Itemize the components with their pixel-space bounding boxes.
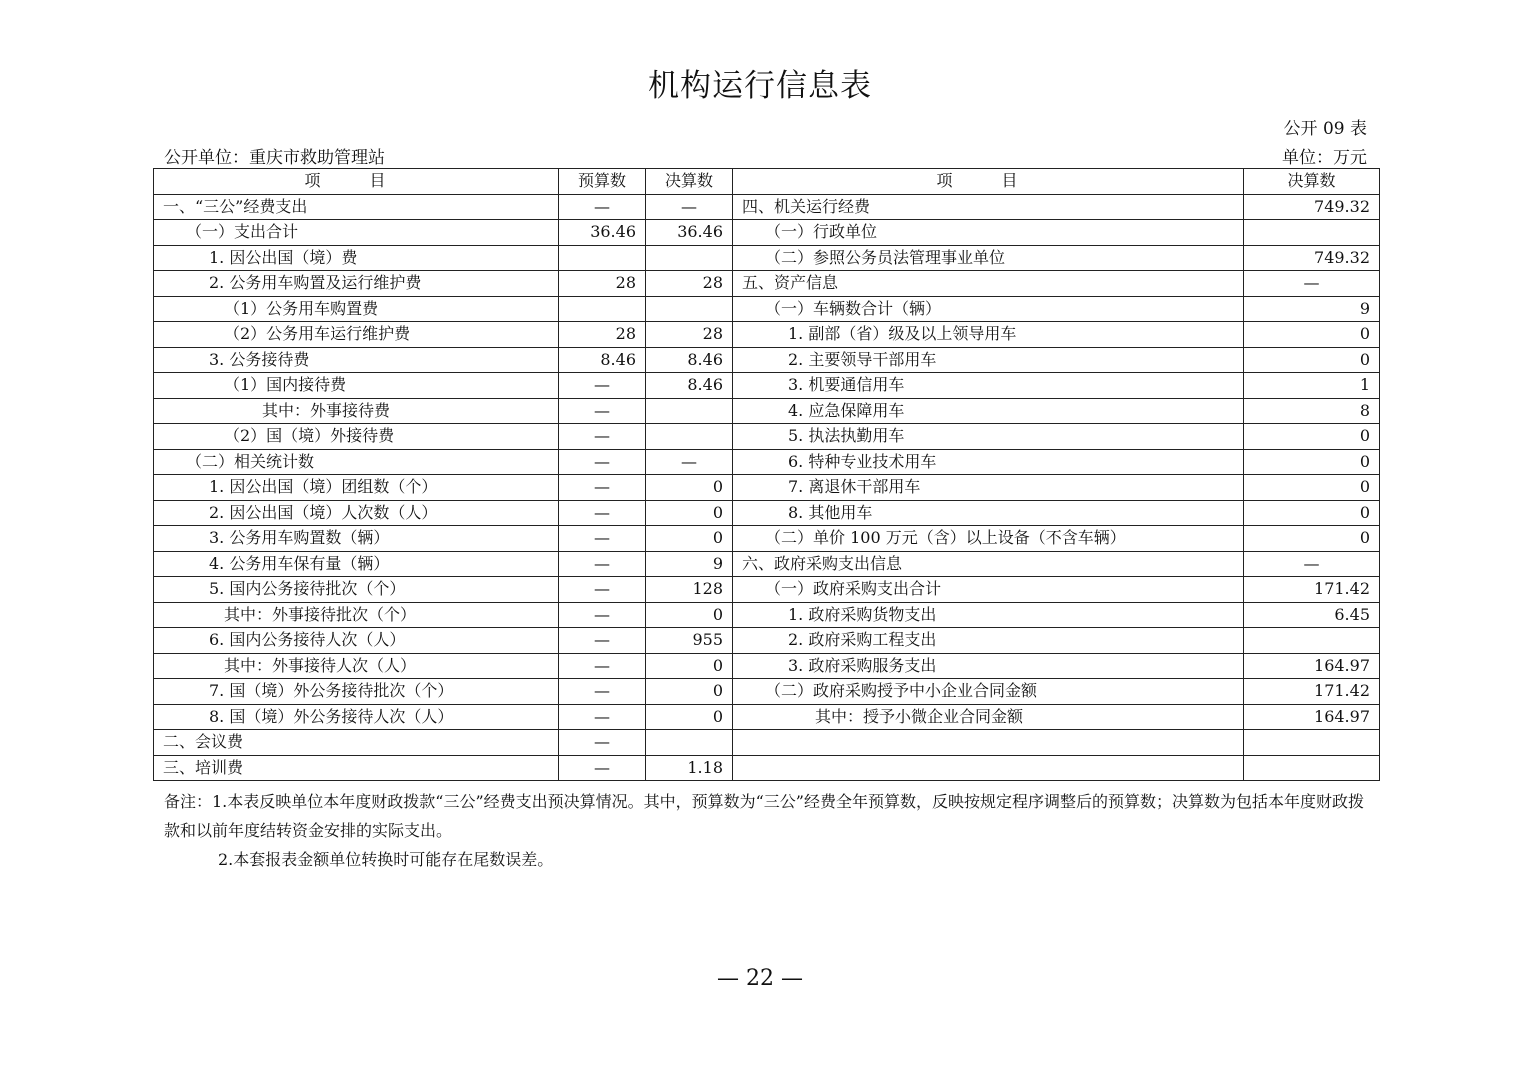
right-final-cell: 171.42 (1244, 577, 1380, 603)
budget-cell (559, 296, 646, 322)
right-final-cell: 0 (1244, 347, 1380, 373)
final-cell: — (646, 194, 733, 220)
left-item-cell: 1. 因公出国（境）费 (154, 245, 559, 271)
left-item-cell: 二、会议费 (154, 730, 559, 756)
header-right-item: 项 目 (733, 169, 1244, 195)
final-cell (646, 296, 733, 322)
final-cell: 0 (646, 704, 733, 730)
right-item-cell: （二）单价 100 万元（含）以上设备（不含车辆） (733, 526, 1244, 552)
header-final: 决算数 (646, 169, 733, 195)
budget-cell: — (559, 755, 646, 781)
budget-cell: 8.46 (559, 347, 646, 373)
note-line-2: 2.本套报表金额单位转换时可能存在尾数误差。 (218, 850, 554, 869)
table-row (154, 679, 1380, 705)
right-item-cell: （一）政府采购支出合计 (733, 577, 1244, 603)
table-row (154, 194, 1380, 220)
budget-cell: — (559, 577, 646, 603)
final-cell: 128 (646, 577, 733, 603)
right-final-cell: 171.42 (1244, 679, 1380, 705)
budget-cell: 28 (559, 322, 646, 348)
budget-cell: — (559, 424, 646, 450)
right-item-cell: 7. 离退休干部用车 (733, 475, 1244, 501)
right-final-cell: 0 (1244, 322, 1380, 348)
final-cell: 0 (646, 475, 733, 501)
left-item-cell: 2. 公务用车购置及运行维护费 (154, 271, 559, 297)
left-item-cell: （1）国内接待费 (154, 373, 559, 399)
left-item-cell: （1）公务用车购置费 (154, 296, 559, 322)
table-header-row (154, 169, 1380, 195)
right-final-cell: 8 (1244, 398, 1380, 424)
right-final-cell: 749.32 (1244, 194, 1380, 220)
budget-cell: — (559, 679, 646, 705)
left-item-cell: 7. 国（境）外公务接待批次（个） (154, 679, 559, 705)
right-item-cell: 六、政府采购支出信息 (733, 551, 1244, 577)
budget-cell: — (559, 628, 646, 654)
right-item-cell: 1. 副部（省）级及以上领导用车 (733, 322, 1244, 348)
final-cell (646, 424, 733, 450)
header-budget: 预算数 (559, 169, 646, 195)
final-cell: — (646, 449, 733, 475)
table-row (154, 730, 1380, 756)
budget-cell: — (559, 398, 646, 424)
left-item-cell: 其中：外事接待费 (154, 398, 559, 424)
final-cell: 0 (646, 526, 733, 552)
final-cell: 0 (646, 500, 733, 526)
left-item-cell: 一、“三公”经费支出 (154, 194, 559, 220)
right-final-cell: 0 (1244, 475, 1380, 501)
right-item-cell: （一）行政单位 (733, 220, 1244, 246)
right-final-cell: 0 (1244, 526, 1380, 552)
right-final-cell (1244, 755, 1380, 781)
table-row (154, 577, 1380, 603)
header-left-item: 项 目 (154, 169, 559, 195)
currency-unit: 单位：万元 (1282, 148, 1367, 168)
table-row (154, 500, 1380, 526)
right-final-cell: 1 (1244, 373, 1380, 399)
right-final-cell: 0 (1244, 424, 1380, 450)
final-cell: 28 (646, 322, 733, 348)
budget-cell: — (559, 704, 646, 730)
left-item-cell: （2）公务用车运行维护费 (154, 322, 559, 348)
right-item-cell: 2. 主要领导干部用车 (733, 347, 1244, 373)
right-final-cell: 0 (1244, 449, 1380, 475)
right-final-cell: 164.97 (1244, 653, 1380, 679)
right-item-cell: 其中：授予小微企业合同金额 (733, 704, 1244, 730)
page-title: 机构运行信息表 (648, 68, 872, 104)
table-row (154, 602, 1380, 628)
right-item-cell: 3. 政府采购服务支出 (733, 653, 1244, 679)
right-final-cell: — (1244, 271, 1380, 297)
final-cell: 8.46 (646, 347, 733, 373)
table-row (154, 373, 1380, 399)
left-item-cell: 4. 公务用车保有量（辆） (154, 551, 559, 577)
right-final-cell: — (1244, 551, 1380, 577)
budget-cell: — (559, 194, 646, 220)
left-item-cell: 其中：外事接待批次（个） (154, 602, 559, 628)
table-row (154, 628, 1380, 654)
right-item-cell: 四、机关运行经费 (733, 194, 1244, 220)
left-item-cell: （二）相关统计数 (154, 449, 559, 475)
right-final-cell: 749.32 (1244, 245, 1380, 271)
table-row (154, 245, 1380, 271)
budget-cell: — (559, 730, 646, 756)
left-item-cell: （2）国（境）外接待费 (154, 424, 559, 450)
table-row (154, 347, 1380, 373)
final-cell: 1.18 (646, 755, 733, 781)
right-final-cell: 9 (1244, 296, 1380, 322)
left-item-cell: 8. 国（境）外公务接待人次（人） (154, 704, 559, 730)
left-item-cell: 5. 国内公务接待批次（个） (154, 577, 559, 603)
table-row (154, 475, 1380, 501)
right-item-cell: （二）参照公务员法管理事业单位 (733, 245, 1244, 271)
table-row (154, 653, 1380, 679)
final-cell: 0 (646, 602, 733, 628)
reporting-unit: 公开单位：重庆市救助管理站 (164, 148, 385, 168)
right-item-cell (733, 755, 1244, 781)
table-row (154, 449, 1380, 475)
right-item-cell: 2. 政府采购工程支出 (733, 628, 1244, 654)
budget-cell: — (559, 653, 646, 679)
right-item-cell: 6. 特种专业技术用车 (733, 449, 1244, 475)
left-item-cell: 3. 公务接待费 (154, 347, 559, 373)
form-number: 公开 09 表 (1283, 119, 1367, 139)
table-row (154, 271, 1380, 297)
notes (164, 787, 1374, 874)
final-cell (646, 398, 733, 424)
table-row (154, 424, 1380, 450)
budget-cell: 36.46 (559, 220, 646, 246)
table-row (154, 296, 1380, 322)
final-cell: 0 (646, 679, 733, 705)
budget-cell: — (559, 602, 646, 628)
budget-cell: — (559, 551, 646, 577)
right-item-cell: 4. 应急保障用车 (733, 398, 1244, 424)
left-item-cell: （一）支出合计 (154, 220, 559, 246)
left-item-cell: 3. 公务用车购置数（辆） (154, 526, 559, 552)
budget-cell: — (559, 373, 646, 399)
final-cell: 955 (646, 628, 733, 654)
final-cell: 9 (646, 551, 733, 577)
right-item-cell: 8. 其他用车 (733, 500, 1244, 526)
table-row (154, 755, 1380, 781)
right-final-cell (1244, 628, 1380, 654)
table-body (154, 194, 1380, 781)
right-item-cell: 五、资产信息 (733, 271, 1244, 297)
final-cell (646, 730, 733, 756)
final-cell: 36.46 (646, 220, 733, 246)
right-item-cell: 5. 执法执勤用车 (733, 424, 1244, 450)
final-cell (646, 245, 733, 271)
left-item-cell: 6. 国内公务接待人次（人） (154, 628, 559, 654)
table-row (154, 322, 1380, 348)
left-item-cell: 三、培训费 (154, 755, 559, 781)
table-row (154, 551, 1380, 577)
header-right-final: 决算数 (1244, 169, 1380, 195)
right-final-cell: 164.97 (1244, 704, 1380, 730)
right-final-cell (1244, 730, 1380, 756)
right-final-cell (1244, 220, 1380, 246)
budget-cell: — (559, 526, 646, 552)
right-item-cell: 3. 机要通信用车 (733, 373, 1244, 399)
table-row (154, 398, 1380, 424)
budget-cell: 28 (559, 271, 646, 297)
note-line-1: 备注：1.本表反映单位本年度财政拨款“三公”经费支出预决算情况。其中，预算数为“三公”经费全年预算数，反映按规定程序调整后的预算数；决算数为包括本年度财政拨款和以前年度结转资金安排的实际支出。 (164, 792, 1364, 840)
right-final-cell: 0 (1244, 500, 1380, 526)
info-table (153, 168, 1380, 781)
final-cell: 28 (646, 271, 733, 297)
right-final-cell: 6.45 (1244, 602, 1380, 628)
left-item-cell: 其中：外事接待人次（人） (154, 653, 559, 679)
budget-cell: — (559, 449, 646, 475)
budget-cell (559, 245, 646, 271)
right-item-cell: （一）车辆数合计（辆） (733, 296, 1244, 322)
right-item-cell (733, 730, 1244, 756)
page-number: — 22 — (717, 966, 803, 991)
right-item-cell: （二）政府采购授予中小企业合同金额 (733, 679, 1244, 705)
right-item-cell: 1. 政府采购货物支出 (733, 602, 1244, 628)
table-row (154, 526, 1380, 552)
table-row (154, 704, 1380, 730)
left-item-cell: 2. 因公出国（境）人次数（人） (154, 500, 559, 526)
table-row (154, 220, 1380, 246)
budget-cell: — (559, 475, 646, 501)
budget-cell: — (559, 500, 646, 526)
left-item-cell: 1. 因公出国（境）团组数（个） (154, 475, 559, 501)
final-cell: 8.46 (646, 373, 733, 399)
final-cell: 0 (646, 653, 733, 679)
